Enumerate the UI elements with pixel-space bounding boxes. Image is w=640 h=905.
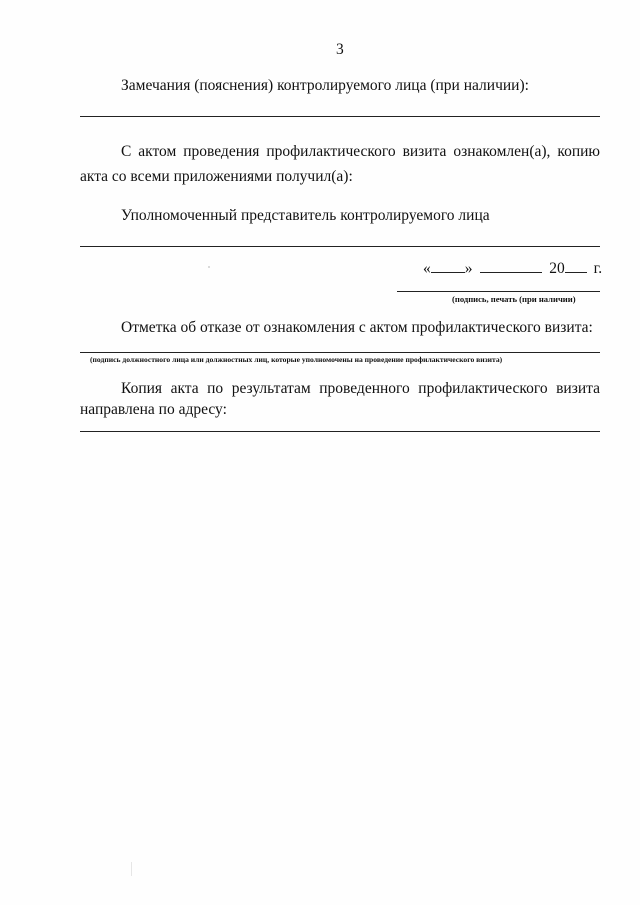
representative-label: Уполномоченный представитель контролируемого лица: [121, 207, 490, 224]
remarks-line: [80, 116, 600, 117]
official-signature-line: [80, 352, 600, 353]
page-number: 3: [336, 41, 344, 58]
copy-text-line-2: направлена по адресу:: [80, 401, 227, 418]
scan-speck: [208, 266, 210, 268]
signature-line: [397, 291, 600, 292]
remarks-label: Замечания (пояснения) контролируемого лица (при наличии):: [121, 77, 529, 94]
date-day-blank: [431, 258, 465, 273]
signature-caption: (подпись, печать (при наличии): [452, 294, 576, 304]
date-field: [423, 258, 602, 279]
date-year-blank: [565, 258, 587, 273]
date-open-quote: «: [423, 260, 431, 277]
date-year-suffix: г.: [593, 260, 603, 277]
official-caption: (подпись должностного лица или должностных лиц, которые уполномочены на проведение профилактического визита): [90, 355, 503, 364]
date-year-prefix: 20: [549, 260, 565, 277]
date-close-quote: »: [464, 260, 473, 277]
address-line: [80, 431, 600, 432]
representative-line: [80, 246, 600, 247]
refusal-label: Отметка об отказе от ознакомления с актом профилактического визита:: [121, 319, 593, 336]
acquainted-text-line-2: акта со всеми приложениями получил(а):: [80, 168, 353, 185]
date-month-blank: [480, 258, 542, 273]
acquainted-text-line-1: С актом проведения профилактического визита ознакомлен(а), копию: [121, 143, 600, 160]
scan-speck: [131, 862, 132, 876]
copy-text-line-1: Копия акта по результатам проведенного профилактического визита: [121, 380, 600, 397]
